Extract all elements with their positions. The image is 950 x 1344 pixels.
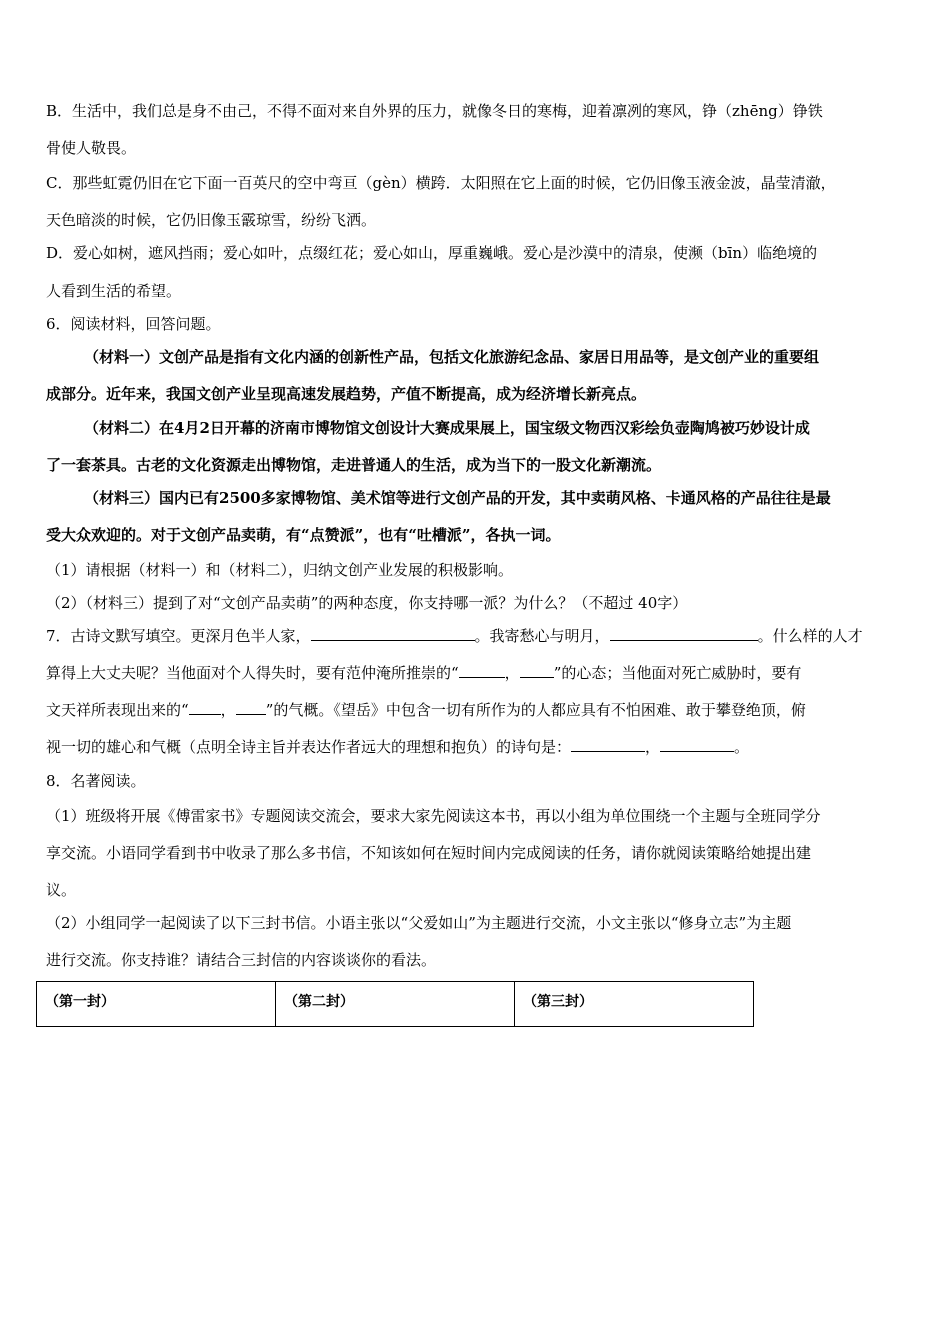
question-6-title: 6．阅读材料，回答问题。 [46, 315, 221, 333]
q7-blank-6[interactable] [236, 700, 266, 715]
letters-table [36, 981, 754, 1027]
q7-blank-5[interactable] [189, 700, 221, 715]
q7-text-g: 文天祥所表现出来的“ [46, 701, 189, 719]
q7-blank-3[interactable] [459, 663, 505, 678]
option-b-line-2: 骨使人敬畏。 [46, 139, 137, 157]
question-8-sub-1-line-1: （1）班级将开展《傅雷家书》专题阅读交流会，要求大家先阅读这本书，再以小组为单位围绕一个主题与全班同学分 [46, 807, 821, 825]
q7-blank-7[interactable] [571, 737, 645, 752]
question-8-title: 8．名著阅读。 [46, 772, 146, 790]
q7-text-c: 。什么样的人才 [757, 627, 863, 645]
q7-blank-8[interactable] [660, 737, 734, 752]
q7-text-d: 算得上大丈夫呢？当他面对个人得失时，要有范仲淹所推崇的“ [46, 664, 459, 682]
q7-blank-4[interactable] [520, 663, 554, 678]
material-3-line-2: 受大众欢迎的。对于文创产品卖萌，有“点赞派”，也有“吐槽派”，各执一词。 [46, 526, 561, 544]
q7-text-k: ， [645, 738, 661, 756]
question-8-sub-1-line-2: 享交流。小语同学看到书中收录了那么多书信，不知该如何在短时间内完成阅读的任务，请你就阅读策略给她提出建 [46, 844, 812, 862]
question-7-line-4 [46, 737, 749, 757]
table-cell-letter-3: （第三封） [523, 994, 593, 1010]
q7-text-b: 。我寄愁心与明月， [474, 627, 610, 645]
question-7-line-1 [46, 626, 863, 646]
q7-text-a: 7．古诗文默写填空。更深月色半人家， [46, 627, 311, 645]
material-3-line-1: （材料三）国内已有2500多家博物馆、美术馆等进行文创产品的开发，其中卖萌风格、卡通风格的产品往往是最 [84, 489, 831, 507]
q7-text-e: ， [504, 664, 520, 682]
question-6-sub-1: （1）请根据（材料一）和（材料二），归纳文创产业发展的积极影响。 [46, 561, 514, 579]
option-d-line-2: 人看到生活的希望。 [46, 282, 182, 300]
question-6-sub-2: （2）（材料三）提到了对“文创产品卖萌”的两种态度，你支持哪一派？为什么？（不超过 40字） [46, 594, 688, 612]
q7-text-j: 视一切的雄心和气概（点明全诗主旨并表达作者远大的理想和抱负）的诗句是： [46, 738, 572, 756]
table-cell-letter-2: （第二封） [276, 982, 515, 1026]
material-2-line-2: 了一套茶具。古老的文化资源走出博物馆，走进普通人的生活，成为当下的一股文化新潮流。 [46, 456, 662, 474]
table-cell-letter-1: （第一封） [37, 982, 276, 1026]
question-7-line-2 [46, 663, 801, 683]
material-1-line-1: （材料一）文创产品是指有文化内涵的创新性产品，包括文化旅游纪念品、家居日用品等，是文创产业的重要组 [84, 348, 820, 366]
option-d-line-1: D．爱心如树，遮风挡雨；爱心如叶，点缀红花；爱心如山，厚重巍峨。爱心是沙漠中的清泉，使濒（bīn）临绝境的 [46, 244, 818, 262]
option-b-line-1: B．生活中，我们总是身不由己，不得不面对来自外界的压力，就像冬日的寒梅，迎着凛冽的寒风，铮（zhēng）铮铁 [46, 102, 823, 120]
q7-text-f: ”的心态；当他面对死亡威胁时，要有 [553, 664, 802, 682]
q7-blank-2[interactable] [610, 626, 758, 641]
question-8-sub-2-line-1: （2）小组同学一起阅读了以下三封书信。小语主张以“父爱如山”为主题进行交流，小文主张以“修身立志”为主题 [46, 914, 792, 932]
q7-text-h: ， [220, 701, 236, 719]
option-c-line-2: 天色暗淡的时候，它仍旧像玉霰琼雪，纷纷飞洒。 [46, 211, 377, 229]
q7-text-i: ”的气概。《望岳》中包含一切有所作为的人都应具有不怕困难、敢于攀登绝顶，俯 [265, 701, 806, 719]
q7-text-l: 。 [734, 738, 750, 756]
option-c-line-1: C．那些虹霓仍旧在它下面一百英尺的空中弯亘（gèn）横跨．太阳照在它上面的时候，它仍旧像玉液金波，晶莹清澈， [46, 174, 836, 192]
question-7-line-3 [46, 700, 806, 720]
q7-blank-1[interactable] [311, 626, 475, 641]
question-8-sub-1-line-3: 议。 [46, 881, 77, 899]
material-1-line-2: 成部分。近年来，我国文创产业呈现高速发展趋势，产值不断提高，成为经济增长新亮点。 [46, 385, 647, 403]
question-8-sub-2-line-2: 进行交流。你支持谁？请结合三封信的内容谈谈你的看法。 [46, 951, 437, 969]
material-2-line-1: （材料二）在4月2日开幕的济南市博物馆文创设计大赛成果展上，国宝级文物西汉彩绘负壶陶鸠被巧妙设计成 [84, 419, 810, 437]
